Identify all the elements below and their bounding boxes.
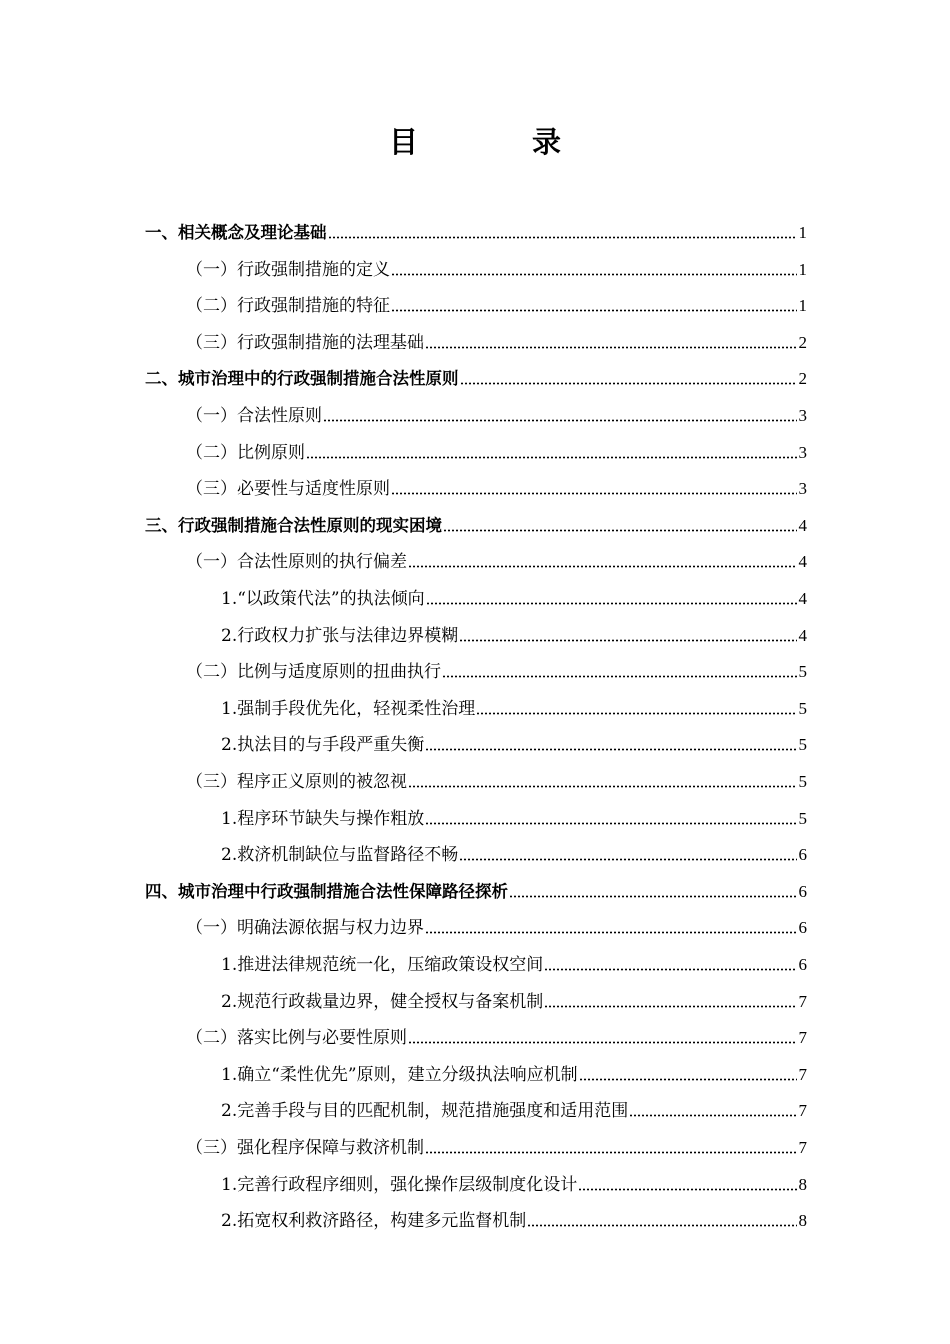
toc-entry-label: 2.拓宽权利救济路径，构建多元监督机制 [221,1211,527,1232]
toc-dot-leader [425,1151,797,1154]
toc-entry[interactable] [221,800,807,830]
toc-entry[interactable] [186,324,807,354]
toc-page-number: 7 [798,1101,807,1121]
toc-entry-label: 二、城市治理中的行政强制措施合法性原则 [145,369,459,389]
toc-page-number: 7 [798,1064,807,1084]
toc-entry[interactable] [186,397,807,427]
toc-dot-leader [629,1114,796,1117]
toc-page-number: 3 [798,442,807,462]
toc-page-number: 5 [798,808,807,828]
toc-entry-label: 2.完善手段与目的匹配机制，规范措施强度和适用范围 [221,1101,629,1122]
toc-entry[interactable] [186,470,807,500]
toc-entry-label: 1.“以政策代法”的执法倾向 [221,589,425,609]
toc-dot-leader [578,1188,796,1191]
toc-entry-label: 1.推进法律规范统一化，压缩政策设权空间 [221,955,544,975]
toc-dot-leader [328,236,797,239]
toc-dot-leader [460,382,797,385]
toc-title: 目 录 [388,125,614,159]
toc-entry-label: 1.完善行政程序细则，强化操作层级制度化设计 [221,1174,578,1195]
toc-entry[interactable] [186,543,807,573]
toc-page-number: 3 [798,479,807,499]
toc-page-number: 4 [798,625,807,645]
toc-entry-label: （三）行政强制措施的法理基础 [186,332,424,353]
toc-page-number: 5 [798,735,807,755]
toc-entry-label: （三）程序正义原则的被忽视 [186,772,407,792]
toc-dot-leader [425,822,796,825]
toc-entry[interactable] [221,1056,807,1086]
toc-page-number: 5 [798,662,807,682]
toc-entry[interactable] [145,214,807,244]
toc-entry[interactable] [186,763,807,793]
toc-dot-leader [408,565,797,568]
toc-entry-label: 2.执法目的与手段严重失衡 [221,735,425,756]
toc-entry-label: 四、城市治理中行政强制措施合法性保障路径探析 [145,881,508,901]
toc-dot-leader [408,785,797,788]
toc-page-number: 8 [798,1174,807,1194]
toc-entry[interactable] [221,1166,807,1196]
toc-entry[interactable] [221,617,807,647]
toc-dot-leader [527,1224,796,1227]
toc-entry-label: 2.行政权力扩张与法律边界模糊 [221,625,459,646]
toc-dot-leader [459,639,796,642]
toc-entry-label: （二）落实比例与必要性原则 [186,1028,407,1049]
toc-entry-label: 一、相关概念及理论基础 [145,223,327,242]
toc-page-number: 8 [798,1211,807,1231]
toc-entry-label: 三、行政强制措施合法性原则的现实困境 [145,515,442,535]
toc-entry-label: 1.强制手段优先化，轻视柔性治理 [221,698,476,719]
toc-entry-label: （二）比例原则 [186,442,305,463]
toc-page-number: 4 [798,589,807,608]
toc-entry[interactable] [221,1092,807,1122]
toc-dot-leader [391,309,797,312]
toc-entry[interactable] [186,1129,807,1159]
toc-entry-label: 1.程序环节缺失与操作粗放 [221,808,425,829]
toc-dot-leader [408,1041,797,1044]
toc-page-number: 4 [798,515,807,535]
toc-dot-leader [544,1005,796,1008]
toc-entry-label: （一）明确法源依据与权力边界 [186,918,424,939]
toc-entry[interactable] [145,873,807,903]
toc-page-number: 6 [798,881,807,901]
toc-page-number: 6 [798,845,807,865]
toc-entry[interactable] [186,287,807,317]
toc-dot-leader [425,346,797,349]
toc-dot-leader [426,602,797,605]
toc-entry[interactable] [221,946,807,976]
toc-entry[interactable] [186,434,807,464]
toc-entry[interactable] [145,360,807,390]
toc-page-number: 6 [798,955,807,974]
toc-entry-label: （三）强化程序保障与救济机制 [186,1138,424,1158]
toc-dot-leader [544,968,796,971]
toc-entry[interactable] [186,653,807,683]
toc-page-number: 1 [798,296,807,316]
toc-dot-leader [391,492,797,495]
toc-entry-label: （一）合法性原则的执行偏差 [186,552,407,573]
toc-entry-label: 2.规范行政裁量边界，健全授权与备案机制 [221,991,544,1012]
toc-page-number: 1 [798,223,807,242]
toc-dot-leader [425,748,796,751]
toc-page-number: 2 [798,332,807,352]
toc-page-number: 3 [798,406,807,425]
toc-entry-label: （二）比例与适度原则的扭曲执行 [186,662,441,683]
toc-entry[interactable] [145,507,807,537]
toc-dot-leader [306,456,797,459]
toc-entry[interactable] [221,726,807,756]
toc-entry[interactable] [221,580,807,610]
toc-entry-label: 1.确立“柔性优先”原则，建立分级执法响应机制 [221,1064,578,1085]
toc-page-number: 5 [798,698,807,718]
toc-dot-leader [476,712,796,715]
toc-entry-label: 2.救济机制缺位与监督路径不畅 [221,845,459,866]
toc-page-number: 7 [798,991,807,1011]
toc-page-number: 2 [798,369,807,389]
toc-entry[interactable] [186,909,807,939]
toc-dot-leader [509,895,797,898]
toc-entry-label: （一）行政强制措施的定义 [186,259,390,280]
toc-page-number: 5 [798,772,807,791]
toc-dot-leader [443,529,797,532]
toc-entry[interactable] [221,690,807,720]
toc-dot-leader [391,273,797,276]
toc-page-number: 4 [798,552,807,572]
toc-dot-leader [442,675,797,678]
toc-entry-label: （二）行政强制措施的特征 [186,296,390,317]
toc-dot-leader [323,419,797,422]
toc-dot-leader [459,858,796,861]
toc-dot-leader [425,931,797,934]
toc-entry[interactable] [221,983,807,1013]
toc-page-number: 7 [798,1138,807,1157]
toc-dot-leader [579,1078,797,1081]
toc-page-number: 6 [798,918,807,938]
toc-entry[interactable] [221,836,807,866]
toc-entry-label: （三）必要性与适度性原则 [186,479,390,500]
toc-entry[interactable] [186,1019,807,1049]
toc-entry-label: （一）合法性原则 [186,406,322,426]
toc-entry[interactable] [186,251,807,281]
toc-entry[interactable] [221,1202,807,1232]
toc-page-number: 7 [798,1028,807,1048]
toc-page-number: 1 [798,259,807,279]
